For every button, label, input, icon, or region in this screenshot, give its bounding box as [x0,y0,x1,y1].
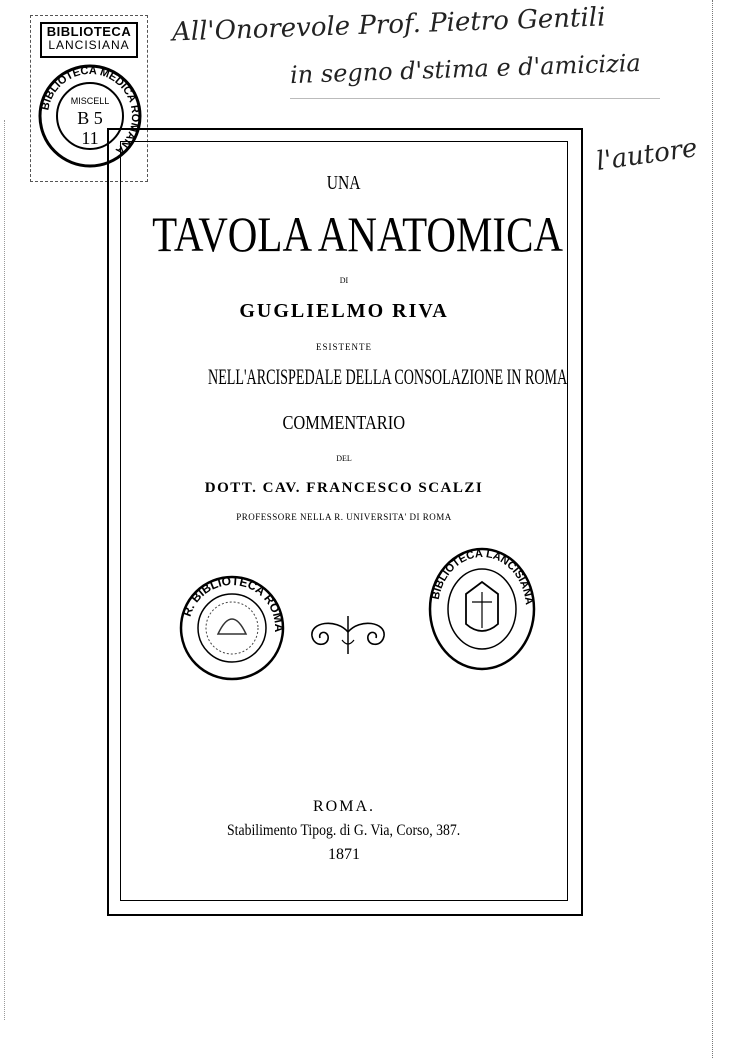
del-line: DEL [336,454,352,463]
right-library-stamp [428,546,536,672]
label-line-1: BIBLIOTECA [46,24,132,39]
commentator-name: DOTT. CAV. FRANCESCO SCALZI [204,480,484,496]
page-edge-noise-left [4,120,6,1020]
di-line: DI [339,276,349,285]
left-stamp-ring-text: R. BIBLIOTECA ROMA [179,574,286,633]
location-line: NELL'ARCISPEDALE DELLA CONSOLAZIONE IN ROMA [208,364,568,389]
decorative-flourish [302,612,394,658]
page-edge-noise-right [712,0,719,1058]
imprint-city: ROMA. [312,798,375,815]
commentario-line: COMMENTARIO [282,412,406,434]
dedication-line-2: in segno d'stima e d'amicizia [289,48,642,90]
imprint-year: 1871 [328,846,360,863]
main-title: TAVOLA ANATOMICA [152,206,564,262]
right-stamp-ring-text: BIBLIOTECA LANCISIANA [429,547,535,606]
esistente-line: ESISTENTE [316,342,372,352]
dedication-signature: l'autore [594,133,700,177]
shelf-mark-2: B 5 [77,108,103,128]
label-line-2: LANCISIANA [48,38,130,52]
underline-mark [290,98,660,99]
shelf-mark-1: MISCELL [70,96,110,106]
round-stamp-ring-text: BIBLIOTECA MEDICA ROMANA [39,64,142,157]
author-name: GUGLIELMO RIVA [239,300,449,322]
left-library-stamp [178,574,286,682]
dedication-line-1: All'Onorevole Prof. Pietro Gentili [171,2,606,48]
commentator-role: PROFESSORE NELLA R. UNIVERSITA' DI ROMA [236,512,452,522]
shelf-mark-3: 11 [81,128,99,148]
library-label-box [40,22,138,58]
una-line: UNA [327,172,361,194]
imprint-printer: Stabilimento Tipog. di G. Via, Corso, 387. [227,822,461,839]
